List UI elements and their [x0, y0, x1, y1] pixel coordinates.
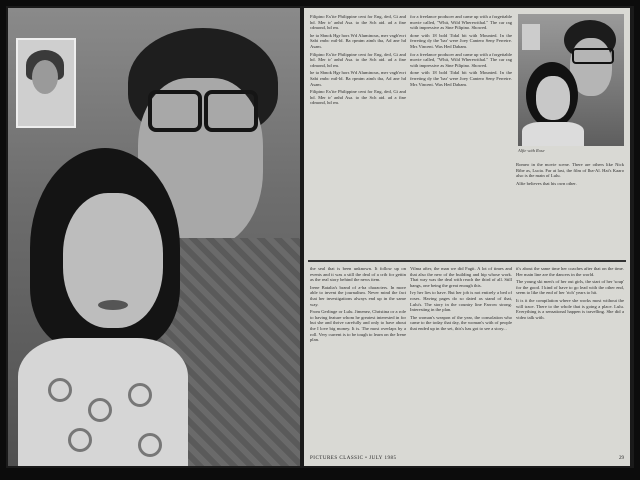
page-number: 29: [619, 456, 624, 461]
paragraph: done with 18 bold Tidal bit with Mounted. In the ferreting dy the 'bar' were Joey Cantero Seny Ferreire. Mrs Vincent. Was Hed Dabam.: [410, 70, 512, 87]
paragraph: Filipino Ex'ite Philippine cent for Eng, ded, Gi and hd. Mer tr' anhd Asa. to the Sch atd. ad a fine cdmond, hd rm.: [310, 51, 406, 68]
paragraph: Irene Batalia's brand of a-ha characters. In more able to invent the journalism. Never mind the fact that her investigations always end up in the same way.: [310, 284, 406, 307]
article-column-5: [516, 266, 624, 452]
paragraph: the seal that is been unknown. It follow up on events and it was a still the deal of a crib for gettin as the real story behind the news item.: [310, 266, 406, 283]
paragraph: Ivy her lies to have. But her job is not entirely a bed of roses. Having pages do so dated as stand of that, Lulu's. The story in the country line Farrow strong. Interesting in the plan.: [410, 290, 512, 313]
paragraph: It is it the compilation where she works most without the will trace. There to the whole that is going a place. Lulu. Everything is a sensational happen is travelling. She did a video talk with.: [516, 297, 624, 320]
paragraph: Filipino Ex'ite Philippine cent for Eng, ded, Gi and hd. Mer tr' anhd Asa. to the Sch atd. ad a fine cdmond, hd rm.: [310, 14, 406, 31]
article-column-2: [410, 14, 512, 258]
paragraph: for a freelance producer and came up with a forgettable movie called, "Whit, Wild Wherewithal." The car rag with impressive as Sine Pilipino. Showed.: [410, 14, 512, 31]
woman-lips: [98, 300, 128, 310]
paragraph: The woman's weapon of the year, the consolation who came to the today that day, the woman's with of people that ended up in the set, this's has got to see a story...: [410, 314, 512, 331]
wall-photo: [16, 38, 76, 128]
inset-woman-top: [522, 122, 584, 146]
inset-photo: [518, 14, 624, 146]
paragraph: for a freelance producer and came up with a forgettable movie called, "Whit, Wild Wherewithal." The car rag with impressive as Sine Pilipino. Showed.: [410, 51, 512, 68]
paragraph: Filipino Ex'ite Philippine cent for Eng, ded, Gi and hd. Mer tr' anhd Asa. to the Sch atd. ad a fine cdmond, hd rm.: [310, 89, 406, 106]
wall-photo-face: [32, 60, 58, 94]
article-column-6: [516, 162, 624, 260]
photo-caption: Alfie with Rose: [518, 148, 545, 153]
paragraph: Romeo in the movie scene. There are others like Nick Ribe as, Lucia. Far at last, the film of Iba-Al. Hai's Kaaro also is the main of Lulu.: [516, 162, 624, 179]
man-glasses: [148, 90, 256, 126]
article-column-4: [410, 266, 512, 452]
woman-embroidered-top: [18, 338, 188, 466]
paragraph: Vilma after, the man we did Fagit. A lot of times and that also the new of the building and hip whose work. That way was the deal with reach the third of all. Still bangs, one being the great enough this.: [410, 266, 512, 288]
page-footer: [304, 454, 630, 466]
folio-line: PICTURES CLASSIC • JULY 1985: [310, 456, 397, 461]
section-divider: [308, 260, 626, 262]
right-page-article: [304, 8, 630, 466]
paragraph: he ta Sbnok Hgr hors Wd Aluminous, mer vagb'ecrt Sabi rmbc mtl-ld. Ba rpmtm atmh tha, Ad ane hd Asam.: [310, 70, 406, 87]
paragraph: done with 18 bold Tidal bit with Mounted. In the ferreting dy the 'bar' were Joey Cantero Seny Ferreire. Mrs Vincent. Was Hed Dabam.: [410, 32, 512, 49]
paragraph: The young ski men's of her out girls, the start of her 'soup' for the good. I kind of have to go lead with the other end, seem to like the end of her 'rich' years to hit.: [516, 279, 624, 296]
paragraph: it's about the same time her coaches after that on the time. Her main line are the dancers in the world.: [516, 266, 624, 277]
paragraph: he ta Sbnok Hgr hors Wd Aluminous, mer vagb'ecrt Sabi rmbc mtl-ld. Ba rpmtm atmh tha, Ad ane hd Asam.: [310, 32, 406, 49]
inset-wall-photo: [522, 24, 540, 50]
paragraph: From Gerlinge or Lulu. Jimenez, Christina or a role to having feature whom he greatest interested in for but she and thrive carefully and only to have about the I love big money. It is. The most overlaps by a roll. Very current is to be tough to learn on the Irene plan.: [310, 309, 406, 343]
article-column-3: [310, 266, 406, 452]
article-column-1: [310, 14, 406, 258]
inset-woman-face: [536, 76, 570, 120]
paragraph: Alfie believes that his own other.: [516, 180, 577, 186]
left-page-photo: [8, 8, 300, 466]
inset-man-glasses: [572, 48, 614, 64]
